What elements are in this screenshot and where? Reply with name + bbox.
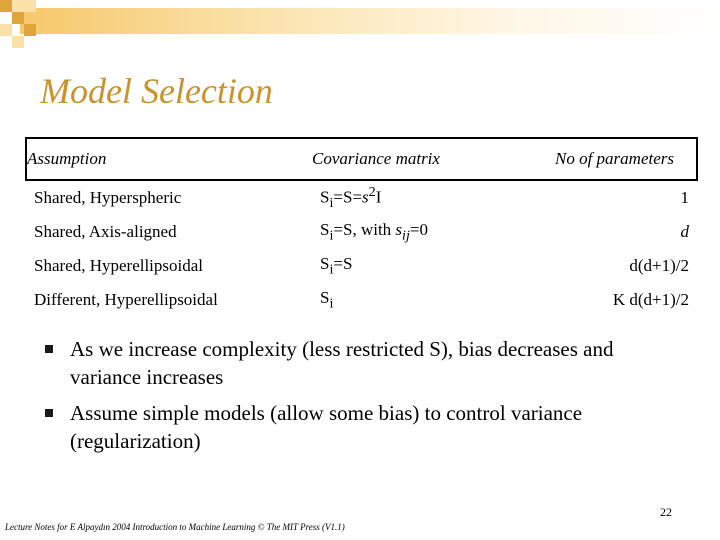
bullet-text: Assume simple models (allow some bias) to control variance (regularization): [70, 401, 583, 453]
cell-assumption: Shared, Axis-aligned: [34, 222, 177, 241]
cell-covariance: $S_i=S=s^2I$: [320, 183, 382, 212]
header-assumption: Assumption: [26, 138, 312, 180]
deco-square: [0, 0, 12, 12]
table-row: [26, 215, 697, 249]
cell-params: K d(d+1)/2: [612, 290, 689, 309]
bullet-list: [45, 335, 685, 463]
bullet-square-icon: [45, 345, 53, 353]
cell-assumption: Shared, Hyperellipsoidal: [34, 256, 204, 275]
header-covariance: Covariance matrix: [312, 138, 533, 180]
page-number: 22: [660, 505, 672, 519]
list-item: [45, 399, 685, 455]
model-table: [25, 137, 698, 317]
cell-covariance: $S_i=S$: [320, 253, 353, 278]
table-row: [26, 180, 697, 215]
list-item: [45, 335, 685, 391]
table-header-row: [26, 138, 697, 180]
deco-square: [0, 24, 12, 36]
cell-params: d(d+1)/2: [629, 256, 689, 275]
bullet-square-icon: [45, 409, 53, 417]
deco-square: [24, 24, 36, 36]
table-row: [26, 283, 697, 317]
header-params: No of parameters: [533, 138, 697, 180]
cell-covariance: $S_i=S$, with $s_{ij}=0$: [320, 219, 429, 244]
cell-covariance: $S_i$: [320, 287, 334, 312]
footer-credit: Lecture Notes for E Alpaydın 2004 Introduction to Machine Learning © The MIT Press (V1.1): [5, 522, 345, 532]
cell-assumption: Shared, Hyperspheric: [34, 188, 182, 207]
header-band: [20, 8, 720, 34]
cell-params: d: [680, 222, 689, 241]
deco-square: [12, 36, 24, 48]
table-row: [26, 249, 697, 283]
deco-square: [24, 0, 36, 12]
slide-title: Model Selection: [40, 71, 273, 111]
deco-square: [12, 12, 24, 24]
deco-square: [12, 0, 24, 12]
cell-params: 1: [680, 188, 689, 207]
cell-assumption: Different, Hyperellipsoidal: [34, 290, 218, 309]
bullet-text: As we increase complexity (less restricted S), bias decreases and variance increases: [70, 337, 614, 389]
